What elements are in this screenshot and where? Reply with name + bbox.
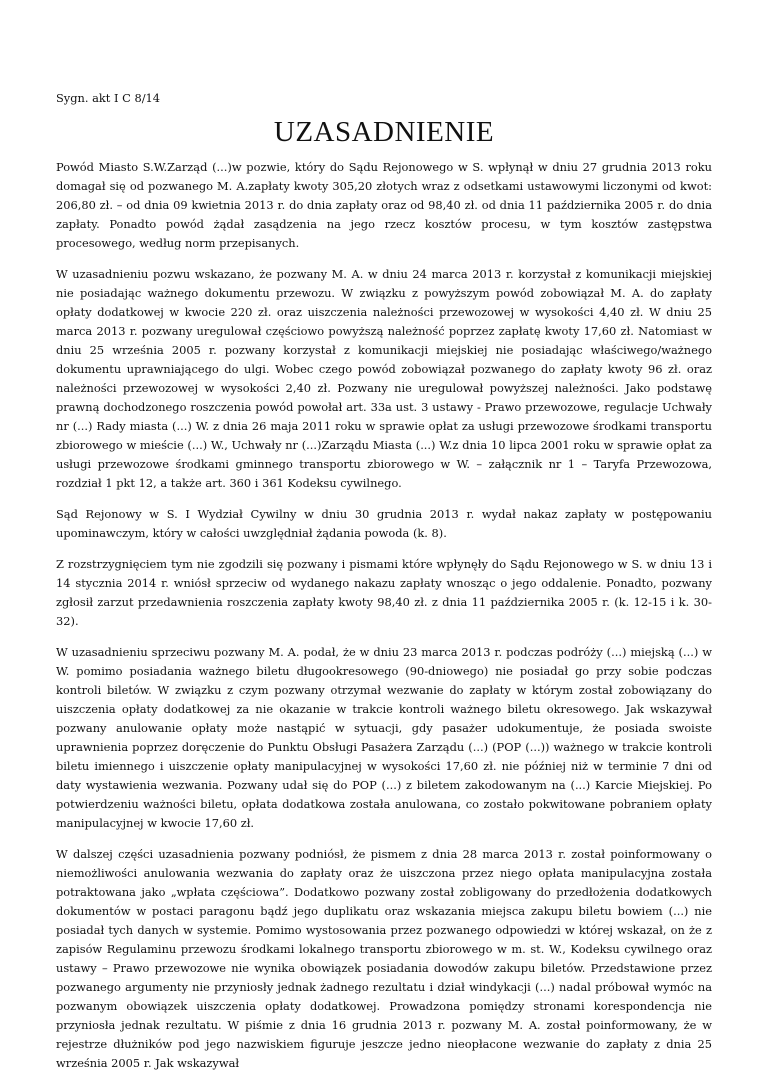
paragraph-objection-justification: W uzasadnieniu sprzeciwu pozwany M. A. podał, że w dniu 23 marca 2013 r. podczas podróży (...) miejską (...) w W. pomimo posiadania ważnego biletu długookresowego (90-dniowego) nie posiadał go przy sobie podczas kontroli biletów. W związku z czym pozwany otrzymał wezwanie do zapłaty w którym został zobowiązany do uiszczenia opłaty dodatkowej za nie okazanie w trakcie kontroli ważnego biletu okresowego. Jak wskazywał pozwany anulowanie opłaty może nastąpić w sytuacji, gdy pasażer udokumentuje, że posiada swoiste uprawnienia poprzez doręczenie do Punktu Obsługi Pasażera Zarządu (...) (POP (...)) ważnego w trakcie kontroli biletu imiennego i uiszczenie opłaty manipulacyjnej w wysokości 17,60 zł. nie później niż w terminie 7 dni od daty wystawienia wezwania. Pozwany udał się do POP (...) z biletem zakodowanym na (...) Karcie Miejskiej. Po potwierdzeniu ważności biletu, opłata dodatkowa została anulowana, co zostało pokwitowane pobraniem opłaty manipulacyjnej w kwocie 17,60 zł. [56,645,712,830]
case-signature: Sygn. akt I C 8/14 [56,91,161,105]
paragraph-claim-justification: W uzasadnieniu pozwu wskazano, że pozwany M. A. w dniu 24 marca 2013 r. korzystał z komunikacji miejskiej nie posiadając ważnego dokumentu przewozu. W związku z powyższym powód zobowiązał M. A. do zapłaty opłaty dodatkowej w kwocie 220 zł. oraz uiszczenia należności przewozowej w wysokości 4,40 zł. W dniu 25 marca 2013 r. pozwany uregulował częściowo powyższą należność poprzez zapłatę kwoty 17,60 zł. Natomiast w dniu 25 września 2005 r. pozwany korzystał z komunikacji miejskiej nie posiadając właściwego/ważnego dokumentu uprawniającego do ulgi. Wobec czego powód zobowiązał pozwanego do zapłaty kwoty 96 zł. oraz należności przewozowej w wysokości 2,40 zł. Pozwany nie uregulował powyższej należności. Jako podstawę prawną dochodzonego roszczenia powód powołał art. 33a ust. 3 ustawy - Prawo przewozowe, regulacje Uchwały nr (...) Rady miasta (...) W. z dnia 26 maja 2011 roku w sprawie opłat za usługi przewozowe środkami transportu zbiorowego w mieście (...) W., Uchwały nr (...)Zarządu Miasta (...) W.z dnia 10 lipca 2001 roku w sprawie opłat za usługi przewozowe środkami gminnego transportu zbiorowego w W. – załącznik nr 1 – Taryfa Przewozowa, rozdział 1 pkt 12, a także art. 360 i 361 Kodeksu cywilnego. [56,267,712,490]
paragraph-payment-order: Sąd Rejonowy w S. I Wydział Cywilny w dniu 30 grudnia 2013 r. wydał nakaz zapłaty w postępowaniu upominawczym, który w całości uwzględniał żądania powoda (k. 8). [56,507,712,540]
paragraph-objection: Z rozstrzygnięciem tym nie zgodzili się pozwany i pismami które wpłynęły do Sądu Rejonowego w S. w dniu 13 i 14 stycznia 2014 r. wniósł sprzeciw od wydanego nakazu zapłaty wnosząc o jego oddalenie. Ponadto, pozwany zgłosił zarzut przedawnienia roszczenia zapłaty kwoty 98,40 zł. z dnia 11 października 2005 r. (k. 12-15 i k. 30-32). [56,557,712,628]
document-title: UZASADNIENIE [273,116,495,148]
paragraph-further-justification: W dalszej części uzasadnienia pozwany podniósł, że pismem z dnia 28 marca 2013 r. został poinformowany o niemożliwości anulowania wezwania do zapłaty oraz że uiszczona przez niego opłata manipulacyjna została potraktowana jako „wpłata częściowa”. Dodatkowo pozwany został zobligowany do przedłożenia dodatkowych dokumentów w postaci paragonu bądź jego duplikatu oraz wskazania miejsca zakupu biletu bowiem (...) nie posiadał tych danych w systemie. Pomimo wystosowania przez pozwanego odpowiedzi w której wskazał, on że z zapisów Regulaminu przewozu środkami lokalnego transportu zbiorowego w m. st. W., Kodeksu cywilnego oraz ustawy – Prawo przewozowe nie wynika obowiązek posiadania dowodów zakupu biletów. Przedstawione przez pozwanego argumenty nie przyniosły jednak żadnego rezultatu i dział windykacji (...) nadal próbował wymóc na pozwanym obowiązek uiszczenia opłaty dodatkowej. Prowadzona pomiędzy stronami korespondencja nie przyniosła jednak rezultatu. W piśmie z dnia 16 grudnia 2013 r. pozwany M. A. został poinformowany, że w rejestrze dłużników pod jego nazwiskiem figuruje jeszcze jedno nieopłacone wezwanie do zapłaty z dnia 25 września 2005 r. Jak wskazywał [56,847,712,1070]
paragraph-claim: Powód Miasto S.W.Zarząd (...)w pozwie, który do Sądu Rejonowego w S. wpłynął w dniu 27 grudnia 2013 roku domagał się od pozwanego M. A.zapłaty kwoty 305,20 złotych wraz z odsetkami ustawowymi liczonymi od kwot: 206,80 zł. – od dnia 09 kwietnia 2013 r. do dnia zapłaty oraz od 98,40 zł. od dnia 11 października 2005 r. do dnia zapłaty. Ponadto powód żądał zasądzenia na jego rzecz kosztów procesu, w tym kosztów zastępstwa procesowego, według norm przepisanych. [56,160,712,250]
